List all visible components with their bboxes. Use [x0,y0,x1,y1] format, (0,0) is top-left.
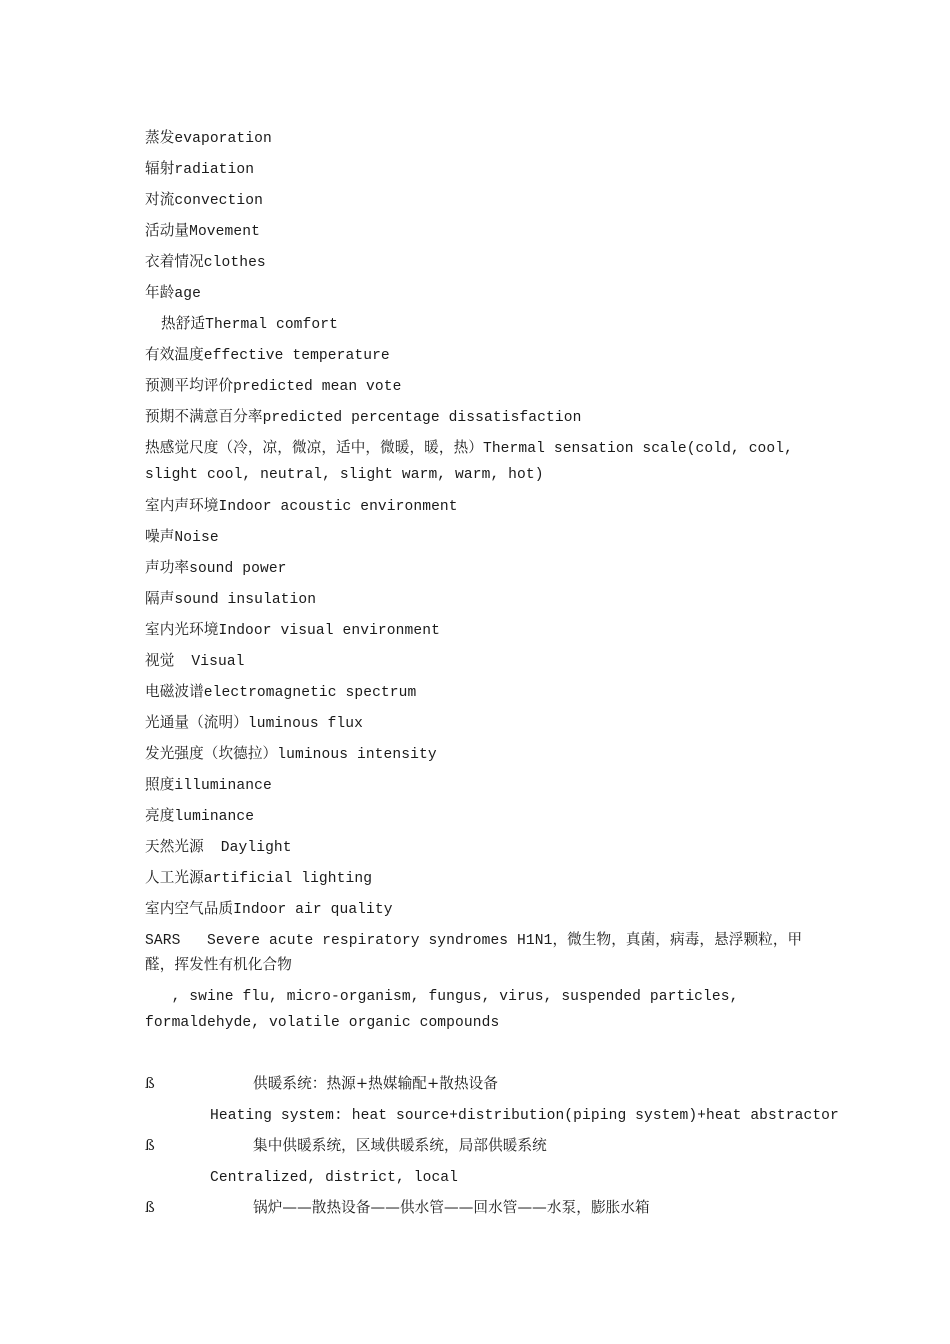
term-line [145,250,825,281]
term-line [145,374,825,405]
term-en: Visual [191,653,245,670]
term-en: predicted mean vote [233,379,402,395]
bullet-subline [145,1165,825,1196]
term-en: Noise [174,529,219,546]
term-zh: 噪声 [145,527,175,545]
term-line [145,281,825,312]
sars-en-continued: , swine flu, micro-organism, fungus, virus, suspended particles, formaldehyde, volatile organic compounds [145,989,748,1031]
bullet-text-en: Heating system: heat source+distribution(piping system)+heat abstractor [210,1107,839,1124]
term-line [145,525,825,556]
bullet-text-en: Centralized, district, local [210,1169,459,1186]
term-line [145,312,825,343]
term-line [145,126,825,157]
term-line [145,587,825,618]
term-en: Indoor acoustic environment [218,498,458,515]
sars-en: SARS Severe acute respiratory syndromes H1N1 [145,932,553,949]
term-line [145,742,825,773]
term-zh: 热感觉尺度（冷，凉，微凉，适中，微暖，暖，热） [145,439,483,456]
term-line [145,556,825,587]
term-line [145,897,825,928]
term-line [145,649,825,680]
term-zh: 人工光源 [145,868,204,886]
term-en: artificial lighting [203,870,373,887]
term-line [145,157,825,188]
term-zh: 对流 [145,191,175,208]
term-en: Thermal comfort [205,317,338,333]
term-zh: 活动量 [145,222,190,239]
sars-paragraph-en [145,984,825,1035]
term-zh: 年龄 [145,284,175,301]
term-en: luminous flux [247,715,364,732]
bullet-item [145,1134,825,1165]
term-en: Indoor air quality [233,901,393,918]
term-line [145,219,825,250]
term-en: convection [174,193,263,209]
term-line [145,711,825,742]
bullet-text-zh: 集中供暖系统，区域供暖系统，局部供暖系统 [253,1136,547,1154]
term-line [145,188,825,219]
term-en: age [174,286,201,302]
term-zh: 预测平均评价 [145,377,234,394]
term-zh: 发光强度（坎德拉） [145,744,278,762]
bullet-text-zh: 锅炉——散热设备——供水管——回水管——水泵，膨胀水箱 [253,1198,650,1216]
term-zh: 电磁波谱 [145,682,204,700]
term-zh: 辐射 [145,160,175,177]
sars-paragraph [145,928,825,978]
bullet-item [145,1072,825,1103]
term-line [145,343,825,374]
term-zh: 室内空气品质 [145,899,234,917]
bullet-item [145,1196,825,1227]
term-line [145,680,825,711]
term-zh: 天然光源 [145,837,204,855]
term-zh: 视觉 [145,651,175,669]
bullet-subline [145,1103,839,1134]
term-zh: 照度 [145,775,175,793]
bullet-text-zh: 供暖系统：热源+热媒输配+散热设备 [253,1074,499,1092]
term-zh: 室内光环境 [145,620,219,638]
term-en: predicted percentage dissatisfaction [262,410,582,426]
bullet-marker: ß [145,1136,155,1154]
term-line [145,494,825,525]
term-zh: 声功率 [145,558,190,576]
term-en: evaporation [174,131,272,147]
term-en: luminous intensity [277,746,437,763]
term-en: Movement [189,224,260,240]
term-line [145,773,825,804]
term-line [145,835,825,866]
term-zh: 隔声 [145,589,175,607]
term-en: Indoor visual environment [218,622,440,639]
term-en: Thermal sensation scale(cold, cool, slight cool, neutral, slight warm, warm, hot) [145,441,793,483]
term-en: sound power [189,560,287,577]
term-en: Daylight [220,839,292,856]
term-zh: 室内声环境 [145,496,219,514]
bullet-marker: ß [145,1074,155,1092]
term-en: electromagnetic spectrum [203,684,417,701]
term-zh: 预期不满意百分率 [145,408,263,425]
term-zh: 衣着情况 [145,253,204,270]
term-line [145,804,825,835]
spacer [145,1042,825,1072]
term-zh: 蒸发 [145,129,175,146]
term-line [145,405,825,436]
term-line [145,866,825,897]
term-en: radiation [174,162,255,178]
term-en: luminance [174,808,255,825]
term-en: effective temperature [203,348,390,364]
term-en: sound insulation [174,591,317,608]
term-zh: 有效温度 [145,346,204,363]
term-line-wrapped [145,436,825,487]
term-line [145,618,825,649]
term-zh: 热舒适 [161,315,206,332]
term-en: illuminance [174,777,272,794]
bullet-marker: ß [145,1198,155,1216]
term-zh: 光通量（流明） [145,713,248,731]
term-zh: 亮度 [145,806,175,824]
term-en: clothes [203,255,266,271]
glossary-body [145,126,839,1227]
sars-zh: ，微生物，真菌，病毒，悬浮颗粒，甲醛，挥发性有机化合物 [145,930,803,973]
